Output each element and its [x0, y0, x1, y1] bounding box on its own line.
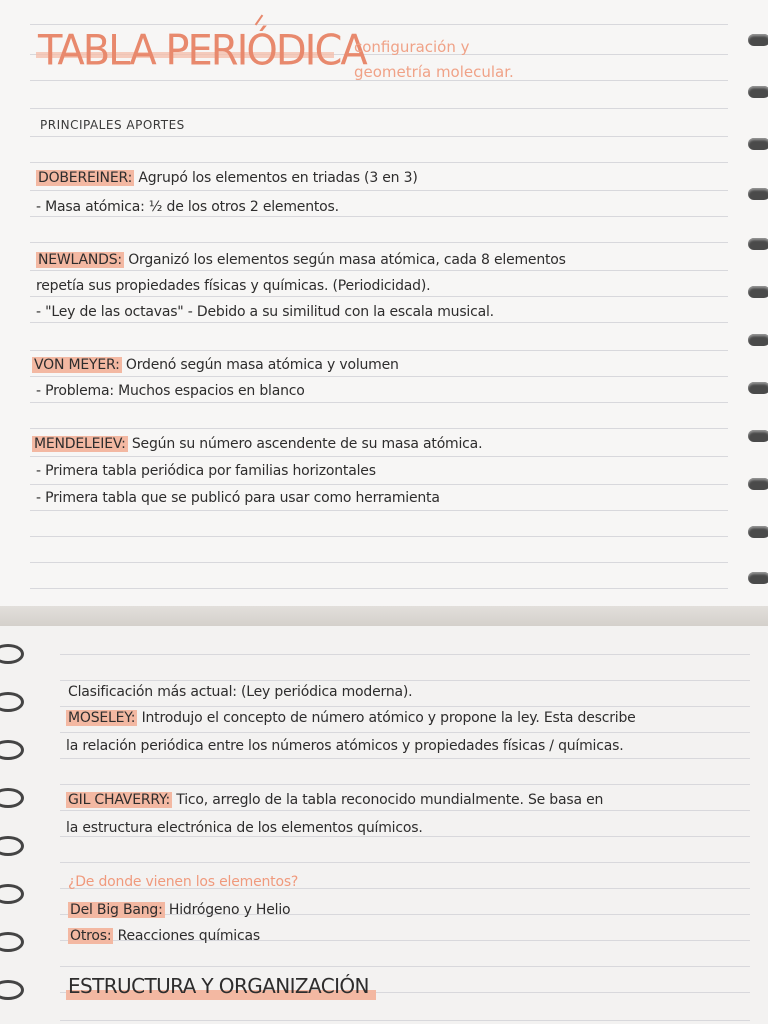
note-line [66, 792, 603, 808]
spiral-ring [0, 644, 24, 664]
note-text: Hidrógeno y Helio [168, 902, 291, 918]
page-title: TABLA PERIÓDICA [38, 26, 366, 76]
keyword-highlight: Otros: [70, 928, 112, 944]
note-line: la estructura electrónica de los elementos químicos. [66, 820, 423, 836]
notebook-page-bottom [0, 626, 768, 1024]
keyword-highlight: VON MEYER: [34, 357, 120, 373]
subtitle-line-1: configuración y [354, 38, 470, 56]
keyword-highlight: DOBEREINER: [38, 170, 133, 186]
spiral-ring [748, 34, 768, 46]
note-text: Ordenó según masa atómica y volumen [125, 357, 399, 373]
keyword-highlight: GIL CHAVERRY: [68, 792, 171, 808]
spiral-ring [0, 692, 24, 712]
note-line [36, 170, 418, 186]
keyword-highlight: NEWLANDS: [38, 252, 122, 268]
spiral-ring [0, 788, 24, 808]
note-line: - Primera tabla periódica por familias horizontales [36, 463, 376, 479]
spiral-ring [748, 238, 768, 250]
spiral-ring [0, 884, 24, 904]
note-line [66, 710, 636, 726]
spiral-ring [748, 188, 768, 200]
note-text: Agrupó los elementos en triadas (3 en 3) [138, 170, 418, 186]
spiral-ring [748, 334, 768, 346]
note-text: Introdujo el concepto de número atómico y propone la ley. Esta describe [141, 710, 636, 726]
note-line [68, 902, 290, 918]
page-gap [0, 606, 768, 626]
note-line [36, 252, 566, 268]
spiral-ring [0, 980, 24, 1000]
section-label: PRINCIPALES APORTES [40, 118, 185, 132]
note-text: Según su número ascendente de su masa atómica. [131, 436, 483, 452]
keyword-highlight: MOSELEY: [68, 710, 136, 726]
note-line: repetía sus propiedades físicas y químicas. (Periodicidad). [36, 278, 431, 294]
spiral-ring [0, 740, 24, 760]
spiral-ring [748, 286, 768, 298]
spiral-ring [748, 526, 768, 538]
section-heading: ESTRUCTURA Y ORGANIZACIÓN [68, 974, 369, 998]
note-line: - "Ley de las octavas" - Debido a su similitud con la escala musical. [36, 304, 494, 320]
note-text: Tico, arreglo de la tabla reconocido mundialmente. Se basa en [176, 792, 604, 808]
note-text: Organizó los elementos según masa atómica, cada 8 elementos [128, 252, 566, 268]
spiral-ring [748, 382, 768, 394]
spiral-ring [748, 138, 768, 150]
spiral-ring [748, 430, 768, 442]
spiral-ring [0, 836, 24, 856]
subtitle-line-2: geometría molecular. [354, 63, 514, 81]
note-line: Clasificación más actual: (Ley periódica moderna). [68, 684, 413, 700]
note-line [32, 357, 399, 373]
spiral-ring [748, 86, 768, 98]
note-line: - Primera tabla que se publicó para usar como herramienta [36, 490, 440, 506]
question-line: ¿De donde vienen los elementos? [68, 874, 299, 890]
note-line: - Problema: Muchos espacios en blanco [36, 383, 305, 399]
note-line: la relación periódica entre los números atómicos y propiedades físicas / químicas. [66, 738, 624, 754]
note-line [68, 928, 260, 944]
note-text: Reacciones químicas [117, 928, 260, 944]
note-line: - Masa atómica: ½ de los otros 2 elementos. [36, 199, 339, 215]
spiral-ring [748, 572, 768, 584]
spiral-ring [0, 932, 24, 952]
keyword-highlight: Del Big Bang: [70, 902, 163, 918]
note-line [32, 436, 482, 452]
spiral-ring [748, 478, 768, 490]
keyword-highlight: MENDELEIEV: [34, 436, 126, 452]
